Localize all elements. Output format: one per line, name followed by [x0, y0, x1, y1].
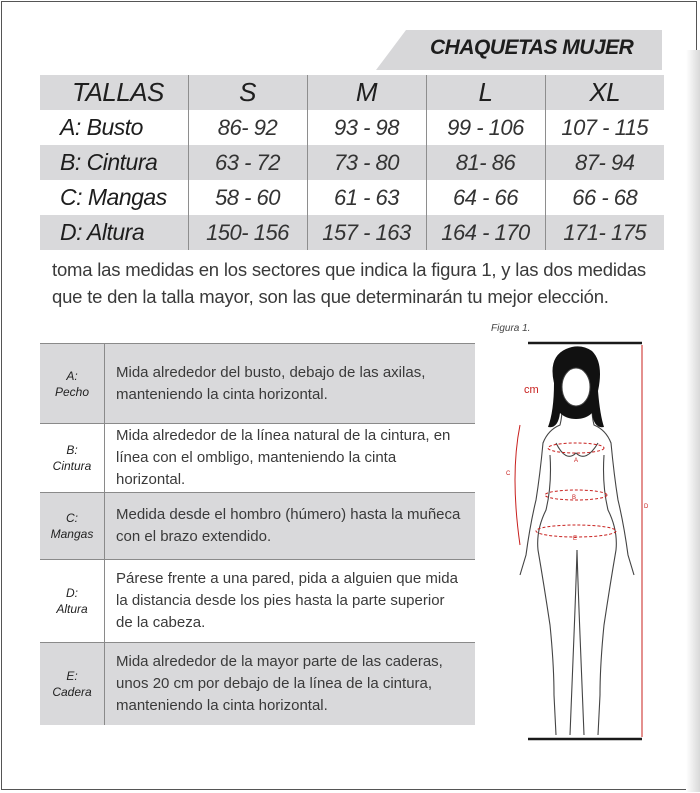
- marker-e: E: [573, 536, 578, 542]
- instruction-label: [40, 585, 104, 617]
- header-cell-l: L: [426, 75, 545, 110]
- instruction-row-cintura: [40, 423, 475, 492]
- table-cell: 87- 94: [545, 145, 664, 180]
- face-shape: [562, 368, 590, 406]
- header-cell-xl: XL: [545, 75, 664, 110]
- instruction-letter: C:: [66, 511, 78, 525]
- table-cell: 66 - 68: [572, 184, 638, 210]
- row-label-mangas: C: Mangas: [40, 180, 188, 215]
- table-cell: 157 - 163: [307, 215, 426, 250]
- table-row: [40, 180, 664, 215]
- table-cell: 73 - 80: [307, 145, 426, 180]
- table-cell: 107 - 115: [561, 114, 649, 140]
- instruction-letter: A:: [66, 368, 78, 383]
- instruction-letter: D:: [66, 586, 78, 600]
- header-cell-s: S: [188, 75, 307, 110]
- instruction-text: Párese frente a una pared, pida a alguien que mida la distancia desde los pies hasta la parte superior de la cabeza.: [104, 560, 475, 642]
- row-label-altura: D: Altura: [40, 215, 188, 250]
- table-cell: 81- 86: [426, 145, 545, 180]
- measurement-note: [52, 256, 652, 310]
- body-measurement-figure: [496, 335, 656, 755]
- instruction-letter: B:: [66, 443, 78, 457]
- marker-b: B: [572, 495, 577, 501]
- table-cell: 61 - 63: [307, 180, 426, 215]
- instruction-row-altura: [40, 559, 475, 642]
- note-line: toma las medidas en los sectores que indica la figura 1, y las dos medidas: [52, 259, 646, 280]
- table-cell: 64 - 66: [426, 180, 545, 215]
- instruction-name: Cintura: [52, 459, 92, 473]
- instruction-name: Pecho: [54, 384, 90, 399]
- table-row: [40, 145, 664, 180]
- instruction-label: [40, 668, 104, 700]
- table-cell: 171- 175: [545, 215, 664, 250]
- instruction-text: Mida alrededor de la mayor parte de las caderas, unos 20 cm por debajo de la línea de la cintura, manteniendo la cinta horizontal.: [104, 643, 475, 725]
- instruction-text: Mida alrededor del busto, debajo de las axilas, manteniendo la cinta horizontal.: [104, 344, 475, 423]
- table-cell: 86- 92: [188, 110, 307, 145]
- table-cell: 58 - 60: [188, 180, 307, 215]
- instruction-letter: E:: [66, 669, 78, 683]
- header-cell-tallas: TALLAS: [40, 75, 188, 110]
- table-cell: 63 - 72: [188, 145, 307, 180]
- table-cell: 150- 156: [188, 215, 307, 250]
- page-shadow: [686, 50, 700, 792]
- instruction-name: Altura: [56, 602, 88, 616]
- marker-c: C: [506, 471, 511, 477]
- instruction-text: Medida desde el hombro (húmero) hasta la muñeca con el brazo extendido.: [104, 493, 475, 559]
- instruction-label: [40, 510, 104, 542]
- table-row: [40, 110, 664, 145]
- size-table: [40, 75, 664, 250]
- instructions-list: [40, 343, 475, 725]
- unit-label: cm: [524, 384, 539, 396]
- marker-d: D: [644, 504, 649, 510]
- bust-measure-line: [548, 443, 604, 453]
- page-title: CHAQUETAS MUJER: [430, 36, 634, 59]
- table-cell: 99 - 106: [426, 110, 545, 145]
- instruction-name: Mangas: [50, 527, 94, 541]
- row-label-busto: A: Busto: [40, 110, 188, 145]
- instruction-text: Mida alrededor de la línea natural de la cintura, en línea con el ombligo, manteniendo la cinta horizontal.: [104, 424, 475, 492]
- note-line: que te den la talla mayor, son las que determinarán tu mejor elección.: [52, 286, 609, 307]
- size-table-header: [40, 75, 664, 110]
- body-outline: [520, 393, 634, 735]
- row-label-cintura: B: Cintura: [40, 145, 188, 180]
- instruction-name: Cadera: [52, 685, 92, 699]
- instruction-label: [40, 442, 104, 474]
- table-cell: 93 - 98: [307, 110, 426, 145]
- table-cell: 164 - 170: [426, 215, 545, 250]
- sleeve-measure-line: [515, 425, 520, 545]
- instruction-label: [40, 368, 104, 400]
- instruction-row-pecho: [40, 343, 475, 423]
- instruction-row-mangas: [40, 492, 475, 559]
- instruction-row-cadera: [40, 642, 475, 725]
- marker-a: A: [574, 458, 579, 464]
- table-row: [40, 215, 664, 250]
- header-cell-m: M: [307, 75, 426, 110]
- figure-caption: Figura 1.: [491, 323, 531, 334]
